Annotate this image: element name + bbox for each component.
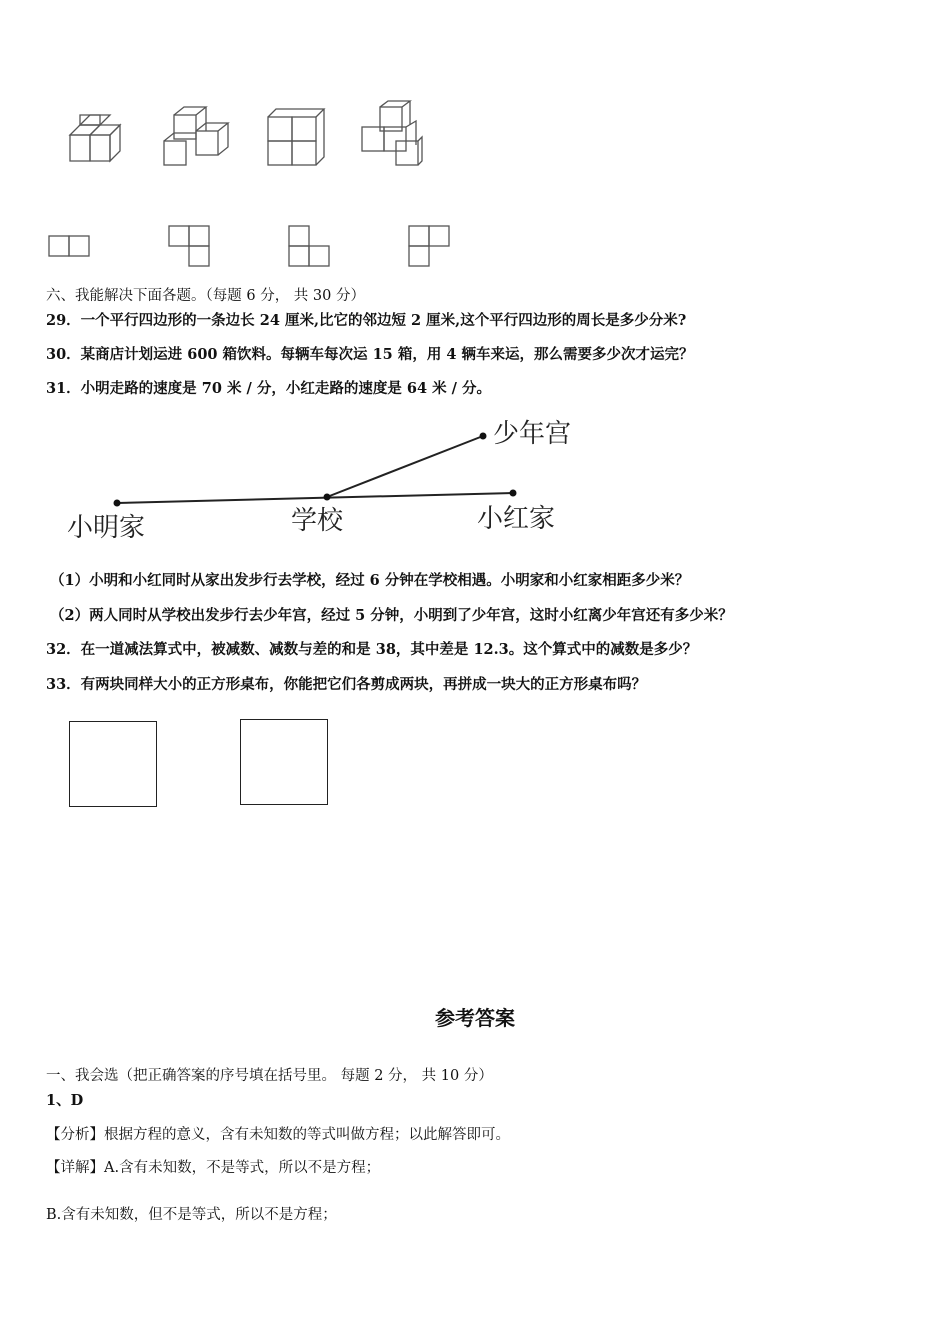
cube-figure-1 — [70, 115, 120, 161]
label-school: 学校 — [291, 506, 344, 536]
cube-figure-2 — [164, 107, 228, 165]
xiaohong-home-point — [510, 490, 517, 497]
xiaoming-home-point — [114, 500, 121, 507]
question-31-part-2: （2）两人同时从学校出发步行去少年宫，经过 5 分钟，小明到了少年宫，这时小红离少年宫还有多少米？ — [50, 607, 733, 624]
question-33: 33．有两块同样大小的正方形桌布，你能把它们各剪成两块，再拼成一块大的正方形桌布吗？ — [46, 676, 647, 693]
cube-figure-4 — [362, 101, 422, 165]
school-point — [324, 494, 331, 501]
question-32: 32．在一道减法算式中，被减数、减数与差的和是 38，其中差是 12.3。这个算式中的减数是多少？ — [46, 641, 698, 658]
question-31-part-1: （1）小明和小红同时从家出发步行去学校，经过 6 分钟在学校相遇。小明家和小红家相距多少米？ — [50, 572, 690, 589]
square-tablecloth-2 — [240, 719, 328, 805]
view-shape-a — [49, 236, 89, 256]
youth-palace-point — [480, 433, 487, 440]
question-30: 30．某商店计划运进 600 箱饮料。每辆车每次运 15 箱，用 4 辆车来运，那么需要多少次才运完？ — [46, 346, 694, 363]
label-xiaoming-home: 小明家 — [67, 513, 146, 542]
label-xiaohong-home: 小红家 — [477, 504, 556, 534]
section6-heading: 六、我能解决下面各题。（每题 6 分， 共 30 分） — [46, 288, 365, 304]
answer-1: 1、D — [46, 1092, 84, 1109]
view-shape-d — [409, 226, 449, 266]
cube-figure-3 — [268, 109, 324, 165]
answer-detail-b: B.含有未知数，但不是等式，所以不是方程； — [46, 1207, 337, 1223]
cube-figures — [60, 95, 440, 175]
answers-section1-heading: 一、我会选（把正确答案的序号填在括号里。 每题 2 分， 共 10 分） — [46, 1068, 493, 1084]
view-shapes — [45, 222, 465, 272]
answers-title: 参考答案 — [435, 1006, 515, 1030]
question-29: 29．一个平行四边形的一条边长 24 厘米,比它的邻边短 2 厘米,这个平行四边形的周长是多少分米? — [46, 312, 687, 329]
answer-analysis: 【分析】根据方程的意义，含有未知数的等式叫做方程；以此解答即可。 — [46, 1127, 510, 1143]
route-diagram — [55, 412, 595, 542]
label-youth-palace: 少年宫 — [493, 419, 572, 449]
view-shape-c — [289, 226, 329, 266]
answer-detail: 【详解】A.含有未知数，不是等式，所以不是方程； — [46, 1160, 381, 1176]
view-shape-b — [169, 226, 209, 266]
question-31: 31．小明走路的速度是 70 米 / 分，小红走路的速度是 64 米 / 分。 — [46, 380, 492, 397]
square-tablecloth-1 — [69, 721, 157, 807]
